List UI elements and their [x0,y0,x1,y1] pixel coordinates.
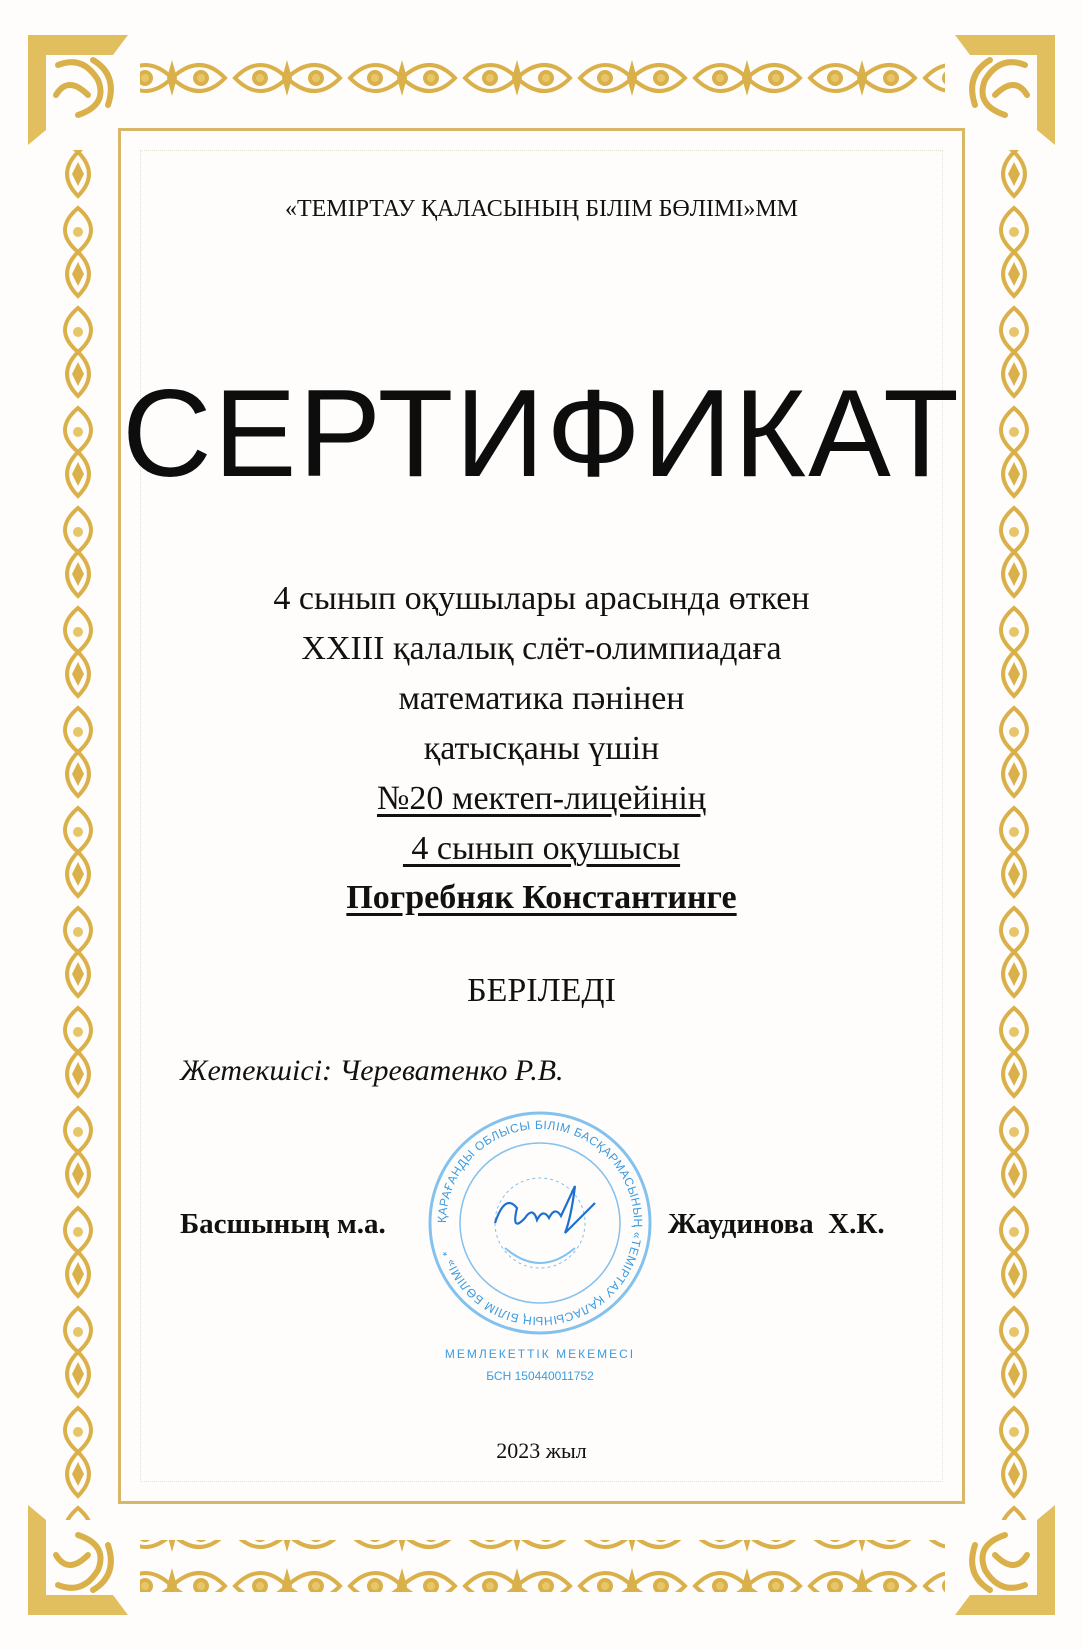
body-line-1: 4 сынып оқушылары арасында өткен [273,580,810,617]
signatory-name: Жаудинова Х.К. [668,1208,885,1240]
official-stamp [425,1108,655,1393]
stamp-outer-text: ҚАРАҒАНДЫ ОБЛЫСЫ БІЛІМ БАСҚАРМАСЫНЫҢ «ТЕМІРТАУ ҚАЛАСЫНЫҢ БІЛІМ БӨЛІМІ» * [434,1117,646,1329]
signatory-role: Басшының м.а. [180,1208,386,1240]
body-line-3: математика пәнінен [398,680,685,717]
year: 2023 жыл [496,1438,587,1463]
issued-label: БЕРІЛЕДІ [467,972,616,1009]
mentor: Жетекшісі: Череватенко Р.В. [180,1054,564,1087]
student-grade: 4 сынып оқушысы [402,830,681,867]
certificate-title: СЕРТИФИКАТ [122,365,961,503]
stamp-inner-text: МЕМЛЕКЕТТІК МЕКЕМЕСІ [444,1347,636,1361]
body-line-4: қатысқаны үшін [423,730,660,767]
stamp-bin: БСН 150440011752 [486,1369,594,1383]
svg-text:ҚАРАҒАНДЫ ОБЛЫСЫ БІЛІМ БАСҚАРМ [435,1118,645,1328]
body-line-2: XXIII қалалық слёт-олимпиадаға [301,630,782,667]
school-name: №20 мектеп-лицейінің [376,780,706,817]
issuing-organization: «ТЕМІРТАУ ҚАЛАСЫНЫҢ БІЛІМ БӨЛІМІ»ММ [284,196,799,222]
student-name: Погребняк Константинге [346,879,737,916]
signature [495,1186,595,1233]
